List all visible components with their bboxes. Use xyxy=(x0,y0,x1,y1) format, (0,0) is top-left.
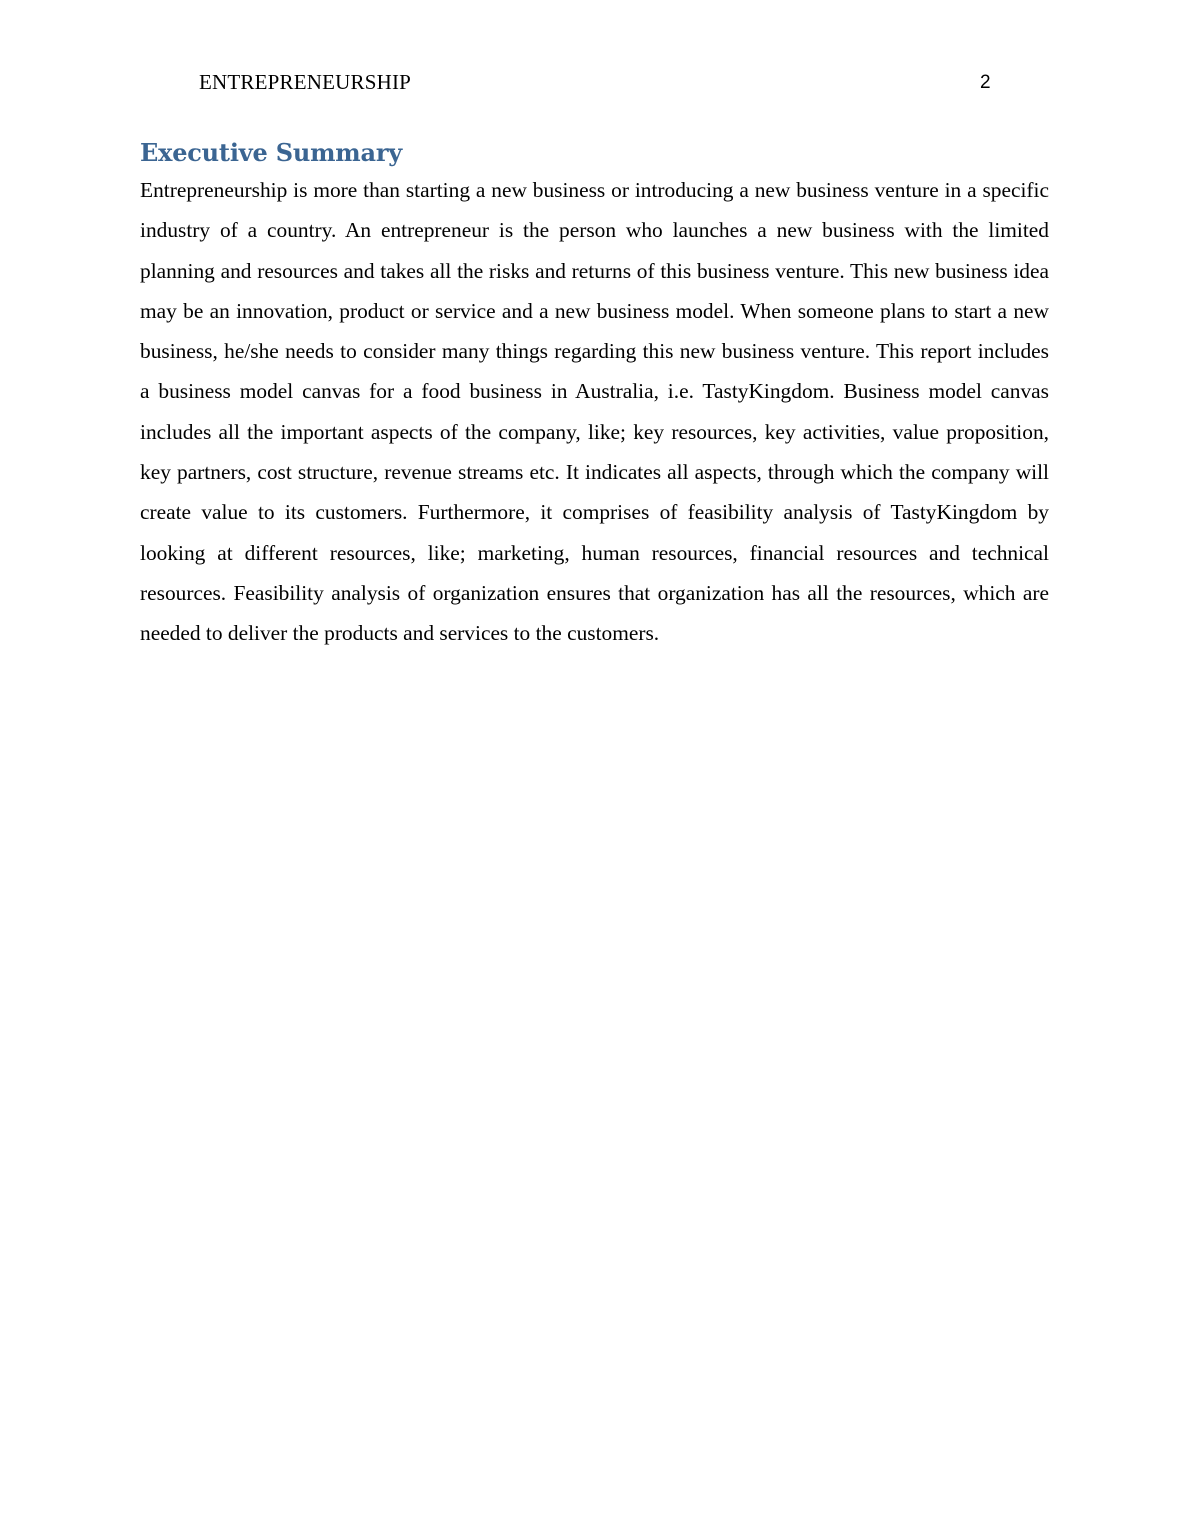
running-head-title: ENTREPRENEURSHIP xyxy=(199,70,412,94)
body-paragraph: Entrepreneurship is more than starting a new business or introducing a new business venture in a specific industry of a country. An entrepreneur is the person who launches a new business with the limited planning and resources and takes all the risks and returns of this business venture. This new business idea may be an innovation, product or service and a new business model. When someone plans to start a new business, he/she needs to consider many things regarding this new business venture. This report includes a business model canvas for a food business in Australia, i.e. TastyKingdom. Business model canvas includes all the important aspects of the company, like; key resources, key activities, value proposition, key partners, cost structure, revenue streams etc. It indicates all aspects, through which the company will create value to its customers. Furthermore, it comprises of feasibility analysis of TastyKingdom by looking at different resources, like; marketing, human resources, financial resources and technical resources. Feasibility analysis of organization ensures that organization has all the resources, which are needed to deliver the products and services to the customers. xyxy=(140,178,1049,646)
section-heading: Executive Summary xyxy=(140,138,403,167)
page-number: 2 xyxy=(980,72,991,93)
